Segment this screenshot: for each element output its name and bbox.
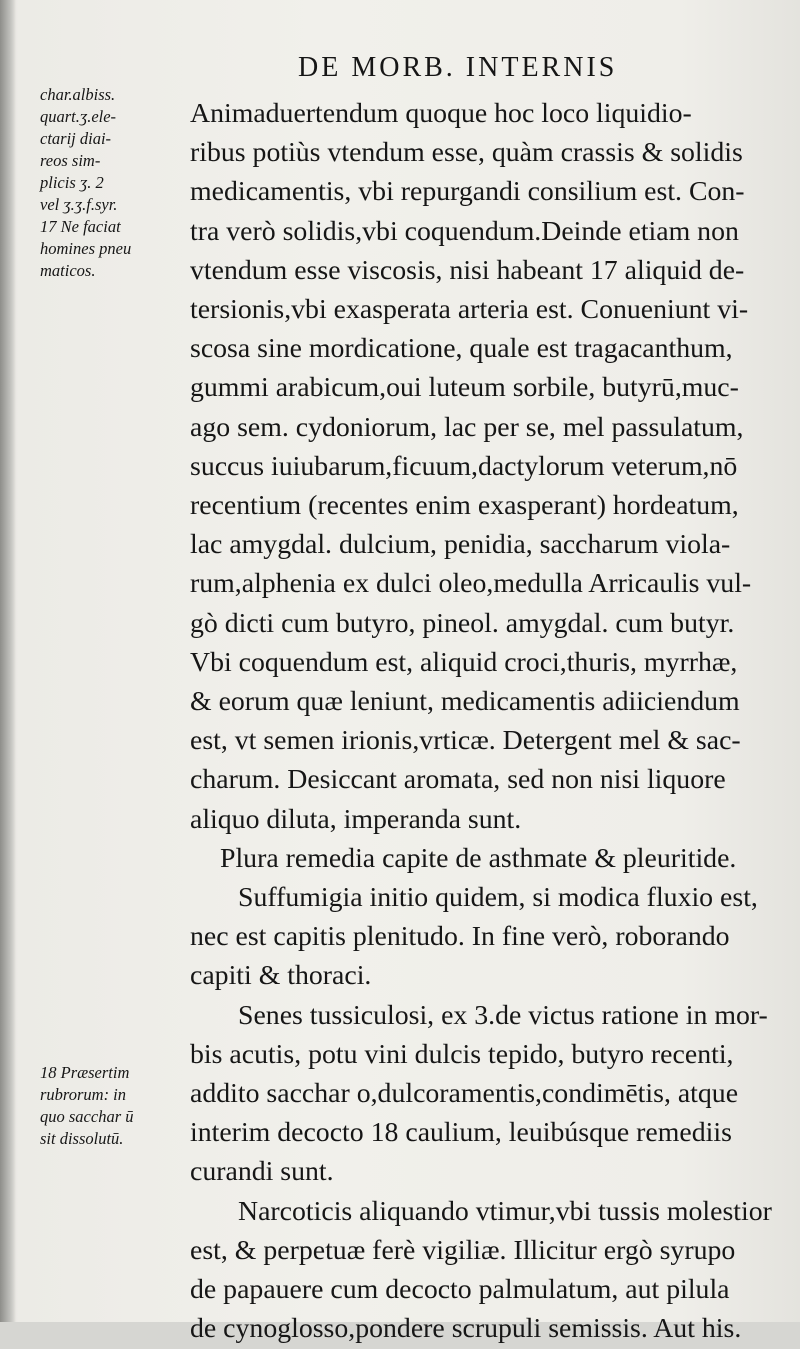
text-line: tra verò solidis,vbi coquendum.Deinde etiam non [190,215,739,247]
text-line: curandi sunt. [190,1156,334,1188]
page-gutter-shadow [0,0,16,1322]
text-line: & eorum quæ leniunt, medicamentis adiiciendum [190,686,740,718]
text-line: Animaduertendum quoque hoc loco liquidio- [190,98,692,129]
main-text [190,94,772,1349]
margin-note-line: reos sim- [40,151,101,170]
text-line: Vbi coquendum est, aliquid croci,thuris, myrrhæ, [190,646,738,678]
paragraph-line: Suffumigia initio quidem, si modica fluxio est, [238,882,758,914]
margin-note-line: sit dissolutū. [40,1129,124,1148]
text-line: aliquo diluta, imperanda sunt. [190,803,522,835]
text-line: charum. Desiccant aromata, sed non nisi liquore [190,764,726,796]
text-line: capiti & thoraci. [190,960,372,992]
margin-note-line: ctarij diai- [40,129,112,148]
text-line: tersionis,vbi exasperata arteria est. Conueniunt vi- [190,294,749,326]
margin-note-2 [40,1062,190,1150]
text-line: vtendum esse viscosis, nisi habeant 17 aliquid de- [190,254,745,286]
margin-note-line: homines pneu [40,239,132,258]
text-line: de papauere cum decocto palmulatum, aut pilula [190,1274,730,1306]
text-line: gummi arabicum,oui luteum sorbile, butyrū,muc- [190,372,739,404]
text-line: ago sem. cydoniorum, lac per se, mel passulatum, [190,411,744,443]
text-line: est, & perpetuæ ferè vigiliæ. Illicitur ergò syrupo [190,1234,736,1266]
text-line: scosa sine mordicatione, quale est tragacanthum, [190,333,733,365]
margin-note-line: quo sacchar ū [40,1107,134,1126]
text-line: nec est capitis plenitudo. In fine verò, roborando [190,921,730,953]
margin-note-1 [40,84,190,282]
text-line: gò dicti cum butyro, pineol. amygdal. cum butyr. [190,607,735,639]
margin-note-line: plicis ʒ. 2 [40,173,104,192]
text-line: medicamentis, vbi repurgandi consilium est. Con- [190,176,745,208]
text-line: de cynoglosso,pondere scrupuli semissis. Aut his. [190,1313,742,1345]
text-line: bis acutis, potu vini dulcis tepido, butyro recenti, [190,1038,734,1070]
text-line: lac amygdal. dulcium, penidia, saccharum viola- [190,529,731,561]
paragraph-line: Plura remedia capite de asthmate & pleuritide. [220,842,737,874]
margin-note-line: 18 Præsertim [40,1063,130,1082]
text-line: recentium (recentes enim exasperant) hordeatum, [190,490,739,522]
margin-note-line: quart.ʒ.ele- [40,107,117,126]
paragraph-line: Senes tussiculosi, ex 3.de victus ratione in mor- [238,999,768,1031]
margin-note-line: maticos. [40,261,96,280]
running-header: DE MORB. INTERNIS [298,52,618,83]
margin-note-line: 17 Ne faciat [40,217,121,236]
text-line: addito sacchar o,dulcoramentis,condimētis, atque [190,1078,739,1110]
paragraph-line: Narcoticis aliquando vtimur,vbi tussis molestior [238,1195,772,1227]
margin-note-line: vel ʒ.ʒ.f.syr. [40,195,118,214]
margin-note-line: char.albiss. [40,85,116,104]
text-line: est, vt semen irionis,vrticæ. Detergent mel & sac- [190,725,741,757]
text-line: succus iuiubarum,ficuum,dactylorum veterum,nō [190,450,738,482]
text-line: rum,alphenia ex dulci oleo,medulla Arricaulis vul- [190,568,752,600]
margin-note-line: rubrorum: in [40,1085,127,1104]
text-line: ribus potiùs vtendum esse, quàm crassis & solidis [190,137,743,169]
text-line: interim decocto 18 caulium, leuibúsque remediis [190,1117,732,1149]
